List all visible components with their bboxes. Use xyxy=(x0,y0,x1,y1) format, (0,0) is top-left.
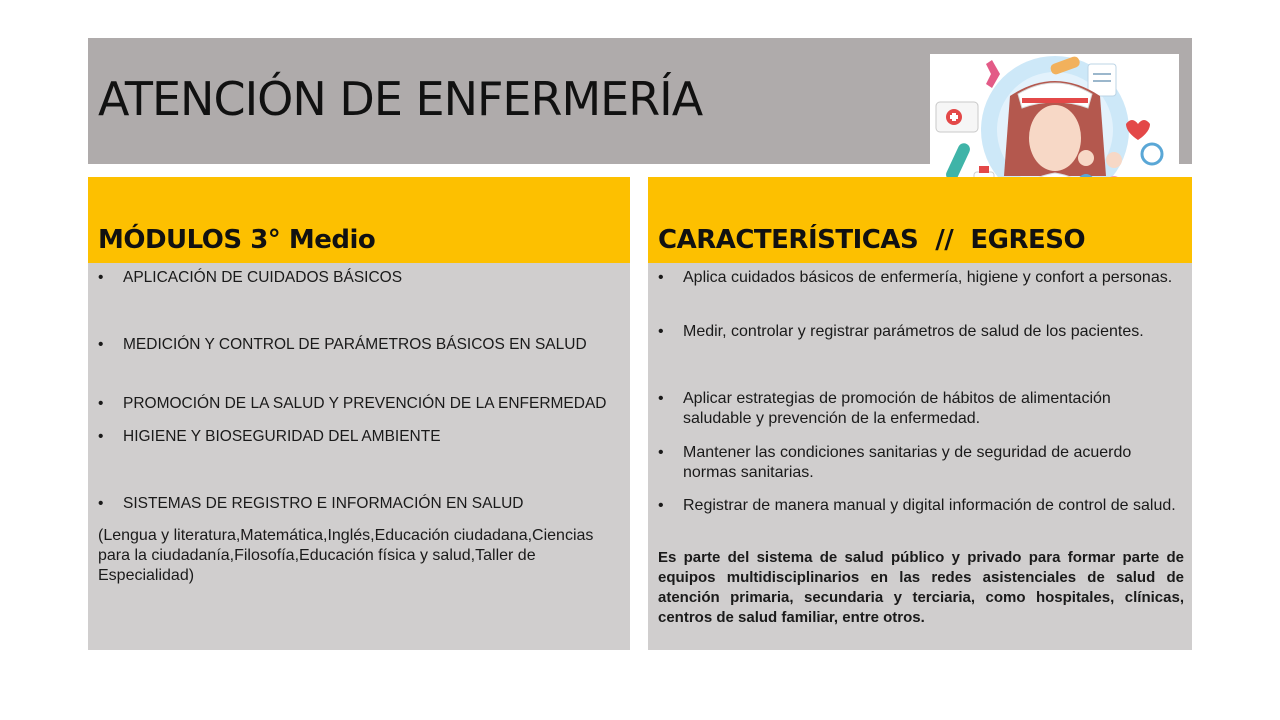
characteristics-header xyxy=(648,177,1192,263)
list-item: • SISTEMAS DE REGISTRO E INFORMACIÓN EN SALUD xyxy=(98,495,524,512)
bullet-icon: • xyxy=(98,336,104,353)
list-item: • Medir, controlar y registrar parámetros de salud de los pacientes. xyxy=(658,323,1144,340)
list-item: • Registrar de manera manual y digital información de control de salud. xyxy=(658,497,1176,514)
list-item: • Aplicar estrategias de promoción de hábitos de alimentación saludable y prevención de la enfermedad. xyxy=(658,390,1111,427)
characteristics-panel xyxy=(648,263,1192,650)
bullet-icon: • xyxy=(658,269,664,286)
list-item: • PROMOCIÓN DE LA SALUD Y PREVENCIÓN DE LA ENFERMEDAD xyxy=(98,395,607,412)
bullet-icon: • xyxy=(658,323,664,340)
list-item: • Mantener las condiciones sanitarias y de seguridad de acuerdo normas sanitarias. xyxy=(658,444,1132,481)
list-item: • HIGIENE Y BIOSEGURIDAD DEL AMBIENTE xyxy=(98,428,441,445)
slide-title: ATENCIÓN DE ENFERMERÍA xyxy=(98,72,703,126)
closing-paragraph: Es parte del sistema de salud público y privado para formar parte de equipos multidisciplinarios en las redes asistenciales de salud de atención primaria, secundaria y terciaria, como hospitales, clínicas, centros de salud familiar, entre otros. xyxy=(658,549,1184,626)
bullet-icon: • xyxy=(98,428,104,445)
characteristics-heading: CARACTERÍSTICAS // EGRESO xyxy=(658,225,1086,255)
bullet-icon: • xyxy=(658,444,664,461)
modules-panel xyxy=(88,263,630,650)
bullet-icon: • xyxy=(658,390,664,407)
modules-heading: MÓDULOS 3° Medio xyxy=(98,225,376,255)
list-item: • Aplica cuidados básicos de enfermería, higiene y confort a personas. xyxy=(658,269,1173,286)
modules-header xyxy=(88,177,630,263)
bullet-icon: • xyxy=(658,497,664,514)
bullet-icon: • xyxy=(98,269,104,286)
list-item: • APLICACIÓN DE CUIDADOS BÁSICOS xyxy=(98,269,403,286)
subjects-note: (Lengua y literatura,Matemática,Inglés,Educación ciudadana,Ciencias para la ciudadanía,Filosofía,Educación física y salud,Taller de Especialidad) xyxy=(98,527,594,584)
bullet-icon: • xyxy=(98,495,104,512)
bullet-icon: • xyxy=(98,395,104,412)
list-item: • MEDICIÓN Y CONTROL DE PARÁMETROS BÁSICOS EN SALUD xyxy=(98,336,587,353)
